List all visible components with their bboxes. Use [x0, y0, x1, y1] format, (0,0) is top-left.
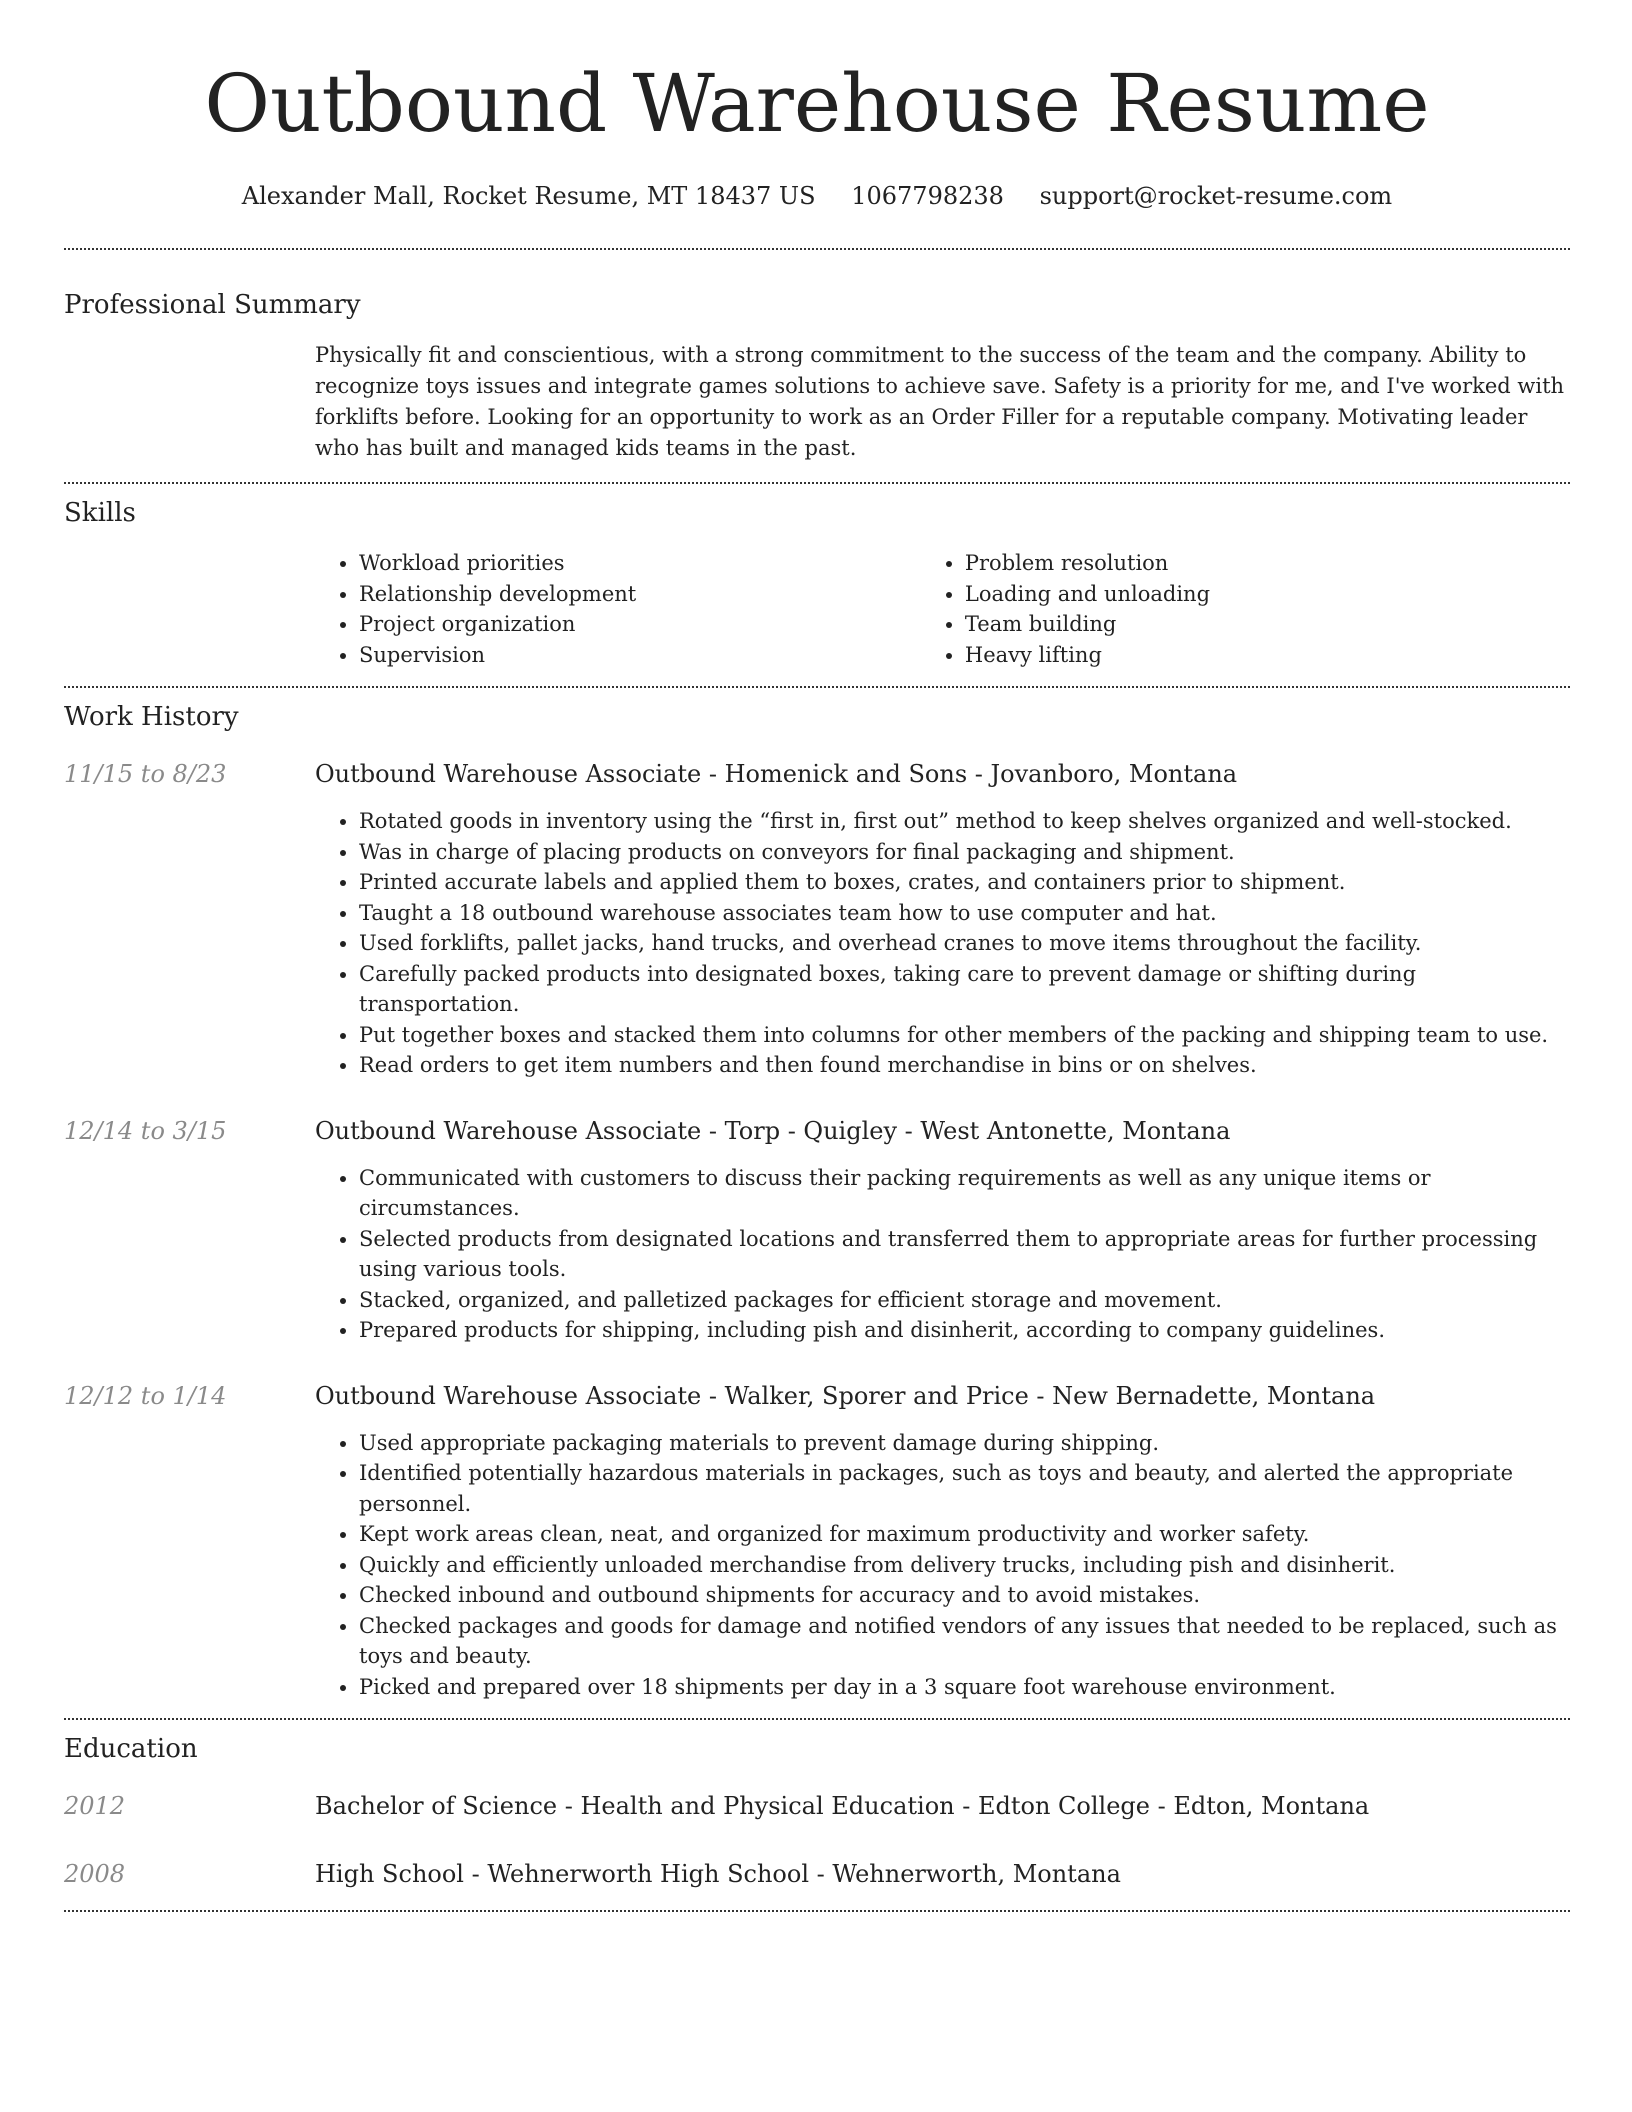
- job-role: Outbound Warehouse Associate - Torp - Quigley - West Antonette, Montana: [315, 1116, 1231, 1145]
- job-dates: 12/12 to 1/14: [64, 1381, 227, 1410]
- skill-item: • Relationship development: [359, 579, 921, 610]
- resume-page: [64, 0, 1570, 1912]
- job-entry: [64, 758, 1570, 1081]
- job-bullet: • Checked packages and goods for damage and notified vendors of any issues that needed to be replaced, such as toys and beauty.: [359, 1611, 1570, 1672]
- education-entry: [64, 1858, 1570, 1890]
- section-heading-skills: Skills: [64, 498, 136, 528]
- education-school: - Edton College - Edton, Montana: [954, 1792, 1370, 1820]
- job-bullets: [315, 1428, 1570, 1703]
- divider: [64, 686, 1570, 688]
- job-header: [64, 1380, 1570, 1412]
- job-bullet: • Carefully packed products into designated boxes, taking care to prevent damage or shifting during transportation.: [359, 959, 1570, 1020]
- education-year: 2012: [64, 1792, 126, 1820]
- job-bullet: • Was in charge of placing products on conveyors for final packaging and shipment.: [359, 837, 1570, 868]
- job-bullet: • Used appropriate packaging materials to prevent damage during shipping.: [359, 1428, 1570, 1459]
- skills-grid: [315, 548, 1570, 670]
- contact-phone: 1067798238: [851, 182, 1004, 210]
- contact-line: [64, 180, 1570, 212]
- job-bullet: • Rotated goods in inventory using the “first in, first out” method to keep shelves organized and well-stocked.: [359, 806, 1570, 837]
- skill-item: • Problem resolution: [965, 548, 1570, 579]
- education-year: 2008: [64, 1860, 126, 1888]
- skill-item: • Supervision: [359, 640, 921, 671]
- job-header: [64, 758, 1570, 790]
- divider: [64, 248, 1570, 250]
- skill-item: • Project organization: [359, 609, 921, 640]
- job-bullet: • Picked and prepared over 18 shipments per day in a 3 square foot warehouse environment.: [359, 1672, 1570, 1703]
- job-role: Outbound Warehouse Associate - Walker, Sporer and Price - New Bernadette, Montana: [315, 1381, 1376, 1410]
- job-role: Outbound Warehouse Associate - Homenick and Sons - Jovanboro, Montana: [315, 760, 1238, 788]
- skill-item: • Loading and unloading: [965, 579, 1570, 610]
- education-line: [315, 1790, 1369, 1822]
- job-entry: [64, 1115, 1570, 1346]
- section-heading-summary: Professional Summary: [64, 290, 361, 320]
- job-dates: 11/15 to 8/23: [64, 760, 227, 788]
- skills-section: [64, 496, 1570, 670]
- education-section: [64, 1732, 1570, 1890]
- job-entry: [64, 1380, 1570, 1703]
- job-bullet: • Taught a 18 outbound warehouse associates team how to use computer and hat.: [359, 898, 1570, 929]
- divider: [64, 1910, 1570, 1912]
- divider: [64, 1718, 1570, 1720]
- work-history-section: [64, 700, 1570, 1702]
- job-header: [64, 1115, 1570, 1147]
- job-bullet: • Selected products from designated locations and transferred them to appropriate areas for further processing using various tools.: [359, 1224, 1570, 1285]
- education-degree: High School: [315, 1860, 464, 1888]
- job-bullet: • Put together boxes and stacked them into columns for other members of the packing and shipping team to use.: [359, 1020, 1570, 1051]
- section-heading-education: Education: [64, 1734, 198, 1764]
- job-bullet: • Communicated with customers to discuss their packing requirements as well as any unique items or circumstances.: [359, 1163, 1570, 1224]
- job-bullet: • Checked inbound and outbound shipments for accuracy and to avoid mistakes.: [359, 1580, 1570, 1611]
- contact-email[interactable]: support@rocket-resume.com: [1039, 182, 1393, 210]
- job-bullet: • Identified potentially hazardous materials in packages, such as toys and beauty, and alerted the appropriate personnel.: [359, 1458, 1570, 1519]
- divider: [64, 482, 1570, 484]
- job-bullet: • Used forklifts, pallet jacks, hand trucks, and overhead cranes to move items throughout the facility.: [359, 928, 1570, 959]
- job-dates: 12/14 to 3/15: [64, 1116, 227, 1145]
- job-bullet: • Printed accurate labels and applied them to boxes, crates, and containers prior to shipment.: [359, 867, 1570, 898]
- education-degree: Bachelor of Science - Health and Physical Education: [315, 1792, 955, 1820]
- education-school: - Wehnerworth High School - Wehnerworth, Montana: [463, 1860, 1121, 1888]
- section-heading-work: Work History: [64, 702, 239, 732]
- skill-item: • Team building: [965, 609, 1570, 640]
- skill-item: • Heavy lifting: [965, 640, 1570, 671]
- skills-list-right: [921, 548, 1570, 670]
- contact-address: Alexander Mall, Rocket Resume, MT 18437 US: [241, 182, 816, 210]
- summary-text: Physically fit and conscientious, with a strong commitment to the success of the team and the company. Ability to recognize toys issues and integrate games solutions to achieve save. Safety is a priority for me, and I've worked with forklifts before. Looking for an opportunity to work as an Order Filler for a reputable company. Motivating leader who has built and managed kids teams in the past.: [315, 343, 1565, 460]
- job-bullet: • Kept work areas clean, neat, and organized for maximum productivity and worker safety.: [359, 1519, 1570, 1550]
- job-bullet: • Stacked, organized, and palletized packages for efficient storage and movement.: [359, 1285, 1570, 1316]
- education-entry: [64, 1790, 1570, 1822]
- job-bullet: • Prepared products for shipping, including pish and disinherit, according to company guidelines.: [359, 1315, 1570, 1346]
- education-line: [315, 1858, 1121, 1890]
- job-bullet: • Quickly and efficiently unloaded merchandise from delivery trucks, including pish and disinherit.: [359, 1550, 1570, 1581]
- skills-list-left: [315, 548, 921, 670]
- page-title: Outbound Warehouse Resume: [204, 57, 1430, 150]
- job-bullets: [315, 806, 1570, 1081]
- summary-section: [64, 288, 1570, 464]
- skill-item: • Workload priorities: [359, 548, 921, 579]
- summary-body: [315, 340, 1570, 464]
- job-bullet: • Read orders to get item numbers and then found merchandise in bins or on shelves.: [359, 1050, 1570, 1081]
- job-bullets: [315, 1163, 1570, 1346]
